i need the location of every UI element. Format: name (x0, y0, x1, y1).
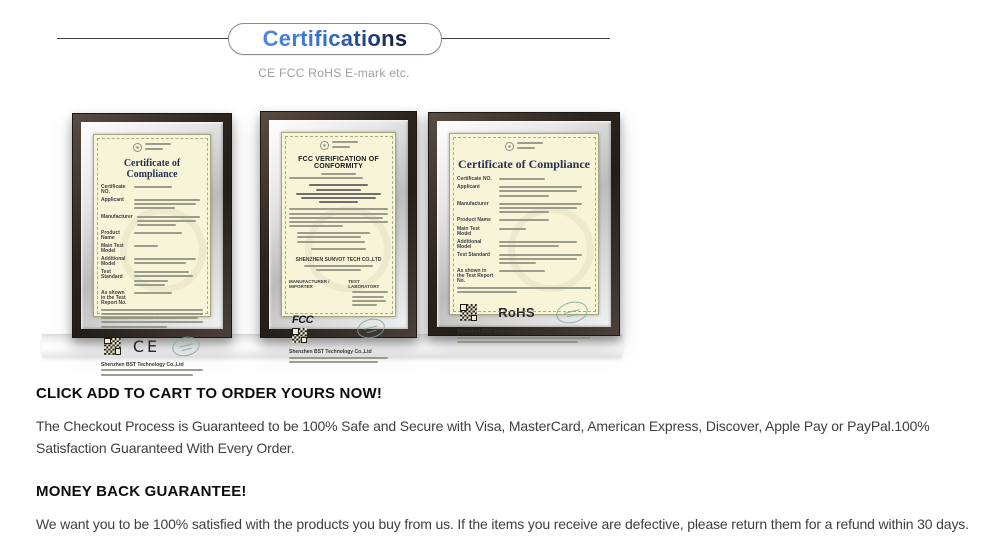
redacted-text-lines (137, 215, 203, 229)
column-labels (289, 279, 388, 289)
redacted-text-lines (499, 240, 591, 250)
certificate-footer: Shenzhen BST Technology Co.,Ltd (457, 326, 591, 345)
field-row: Applicant (457, 185, 591, 199)
certifications-header (0, 0, 668, 60)
certificate-frame-rohs (428, 112, 620, 336)
approval-stamp-icon (355, 316, 387, 341)
approval-stamp-icon (170, 334, 202, 359)
test-laboratory-label: TEST LABORATORY (348, 279, 380, 290)
page-title: Certifications (262, 26, 408, 51)
field-row: Test Standard (101, 270, 203, 288)
redacted-text-lines (499, 227, 591, 237)
qr-code-icon (460, 304, 477, 321)
certifier-logo (101, 143, 203, 152)
field-row: Additional Model (457, 240, 591, 250)
frame-mat (437, 121, 611, 336)
redacted-paragraph (289, 208, 388, 229)
fcc-logo: FCC (292, 314, 314, 327)
field-row: Test Standard (457, 253, 591, 267)
redacted-text-lines (499, 253, 591, 267)
field-row: Product Name (457, 218, 591, 223)
certificate-title: Certificate of Compliance (123, 158, 181, 180)
lab-address-lines (289, 291, 388, 308)
manufacturer-label: MANUFACTURER / IMPORTER (289, 279, 330, 290)
redacted-text-lines (499, 177, 591, 182)
redacted-list-lines (289, 232, 388, 245)
certificate-frame-ce (72, 113, 232, 368)
redacted-paragraph (457, 287, 591, 295)
certificates-photo (42, 110, 622, 368)
certificate-title: FCC VERIFICATION OF CONFORMITY (298, 156, 379, 170)
redacted-text-lines (289, 173, 388, 181)
order-heading: CLICK ADD TO CART TO ORDER YOURS NOW! (36, 385, 383, 402)
redacted-text-lines (134, 291, 203, 306)
redacted-text-lines (134, 185, 203, 195)
field-row: Manufacturer (101, 215, 203, 229)
redacted-text-lines (499, 202, 591, 216)
approval-stamp-icon (554, 299, 590, 327)
redacted-text-lines (134, 270, 203, 288)
redacted-text-lines (289, 248, 388, 252)
redacted-paragraph (101, 309, 203, 330)
rohs-certificate-paper (449, 133, 599, 336)
qr-code-icon (292, 328, 307, 343)
certifier-logo (289, 141, 388, 150)
certificate-footer: Shenzhen BST Technology Co.,Ltd (101, 359, 203, 378)
redacted-text-lines (499, 269, 591, 284)
manufacturer-name: SHENZHEN SUNVOT TECH CO.,LTD (295, 257, 382, 263)
redacted-text-lines (134, 198, 203, 212)
field-row: Main Test Model (457, 227, 591, 237)
redacted-text-lines (134, 231, 203, 241)
field-row: Certificate NO. (101, 185, 203, 195)
certificate-title: Certificate of Compliance (458, 157, 590, 171)
field-row: Certificate NO. (457, 177, 591, 182)
marketing-copy (36, 385, 975, 559)
marks-row (292, 314, 385, 343)
field-row: As shown in the Test Report No. (457, 269, 591, 284)
field-row: Manufacturer (457, 202, 591, 216)
frame-mat (269, 120, 408, 356)
fcc-mark-stack (292, 314, 313, 343)
redacted-address-lines (289, 265, 388, 273)
marks-row (104, 337, 200, 356)
redacted-text-lines (134, 244, 203, 254)
certificate-footer: Shenzhen BST Technology Co.,Ltd (289, 346, 388, 365)
marks-row (460, 302, 588, 323)
field-row: As shown in the Test Report No. (101, 291, 203, 306)
guarantee-heading: MONEY BACK GUARANTEE! (36, 483, 247, 500)
certifier-logo (457, 142, 591, 151)
redacted-text-lines (134, 257, 203, 267)
order-body: The Checkout Process is Guaranteed to be 100% Safe and Secure with Visa, MasterCard, American Express, Discover, Apple Pay or PayPal.100% Satisfaction Guaranteed With Every Order. (36, 418, 930, 456)
frame-mat (81, 122, 223, 368)
ce-mark: CE (132, 336, 161, 356)
field-row: Additional Model (101, 257, 203, 267)
fcc-certificate-paper (281, 132, 396, 356)
ce-certificate-paper (93, 134, 211, 368)
field-row: Product Name (101, 231, 203, 241)
redacted-text-lines (499, 218, 591, 223)
redacted-text-lines (499, 185, 591, 199)
certificate-frame-fcc (260, 111, 417, 356)
redacted-product-block (289, 184, 388, 205)
field-row: Main Test Model (101, 244, 203, 254)
guarantee-body: We want you to be 100% satisfied with the products you buy from us. If the items you receive are defective, please return them for a refund within 30 days. (36, 516, 969, 532)
rohs-mark: RoHS (498, 305, 535, 321)
certifications-title-pill (228, 23, 442, 55)
qr-code-icon (104, 338, 121, 355)
field-row: Applicant (101, 198, 203, 212)
certifications-subtitle: CE FCC RoHS E-mark etc. (258, 66, 410, 80)
